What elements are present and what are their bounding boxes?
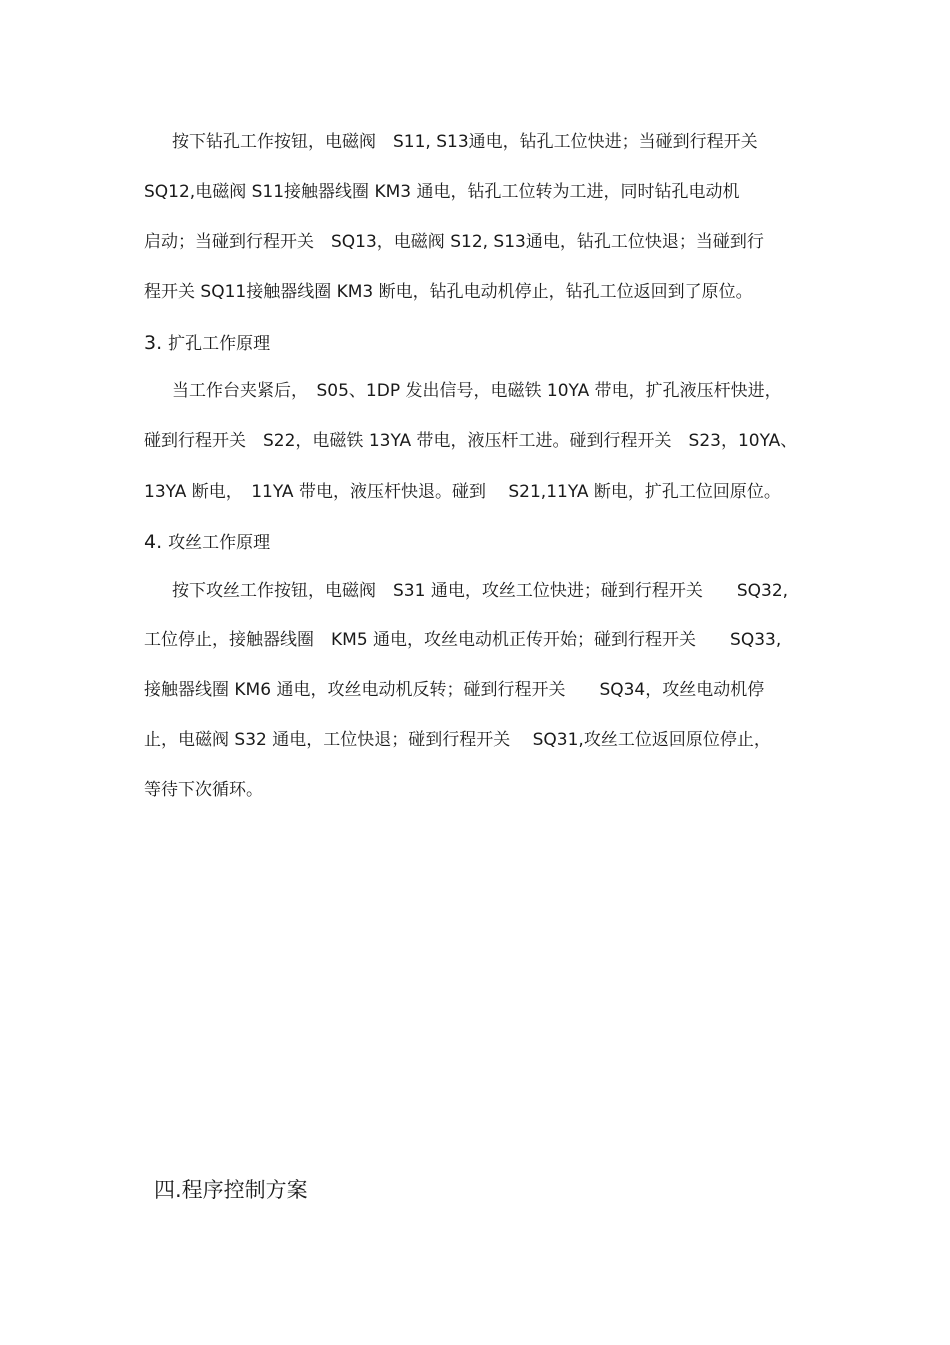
- reaming-heading: [144, 331, 270, 356]
- tapping-line-1: 按下攻丝工作按钮，电磁阀 S31 通电，攻丝工位快进；碰到行程开关 SQ32,: [172, 581, 789, 601]
- tapping-line-5: 等待下次循环。: [144, 780, 263, 800]
- tapping-line-3: 接触器线圈 KM6 通电，攻丝电动机反转；碰到行程开关 SQ34，攻丝电动机停: [144, 680, 765, 700]
- reaming-line-3: 13YA 断电， 11YA 带电，液压杆快退。碰到 S21,11YA 断电，扩孔工位回原位。: [144, 482, 781, 502]
- drilling-line-1: 按下钻孔工作按钮，电磁阀 S11, S13通电，钻孔工位快进；当碰到行程开关: [172, 132, 758, 152]
- reaming-line-1: 当工作台夹紧后， S05、1DP 发出信号，电磁铁 10YA 带电，扩孔液压杆快进，: [172, 381, 782, 401]
- drilling-line-2: SQ12,电磁阀 S11接触器线圈 KM3 通电，钻孔工位转为工进，同时钻孔电动机: [144, 182, 740, 202]
- section-4-title: 四.程序控制方案: [154, 1178, 308, 1202]
- tapping-heading-title: 攻丝工作原理: [168, 533, 271, 553]
- reaming-heading-number: 3.: [144, 332, 163, 354]
- tapping-heading: [144, 530, 270, 555]
- drilling-line-4: 程开关 SQ11接触器线圈 KM3 断电，钻孔电动机停止，钻孔工位返回到了原位。: [144, 282, 753, 302]
- tapping-line-4: 止，电磁阀 S32 通电，工位快退；碰到行程开关 SQ31,攻丝工位返回原位停止，: [144, 730, 771, 750]
- tapping-line-2: 工位停止，接触器线圈 KM5 通电，攻丝电动机正传开始；碰到行程开关 SQ33,: [144, 630, 782, 650]
- reaming-heading-title: 扩孔工作原理: [168, 334, 271, 354]
- drilling-line-3: 启动；当碰到行程开关 SQ13，电磁阀 S12, S13通电，钻孔工位快退；当碰到行: [144, 232, 764, 252]
- tapping-heading-number: 4.: [144, 531, 163, 553]
- reaming-line-2: 碰到行程开关 S22，电磁铁 13YA 带电，液压杆工进。碰到行程开关 S23，10YA、: [144, 431, 798, 451]
